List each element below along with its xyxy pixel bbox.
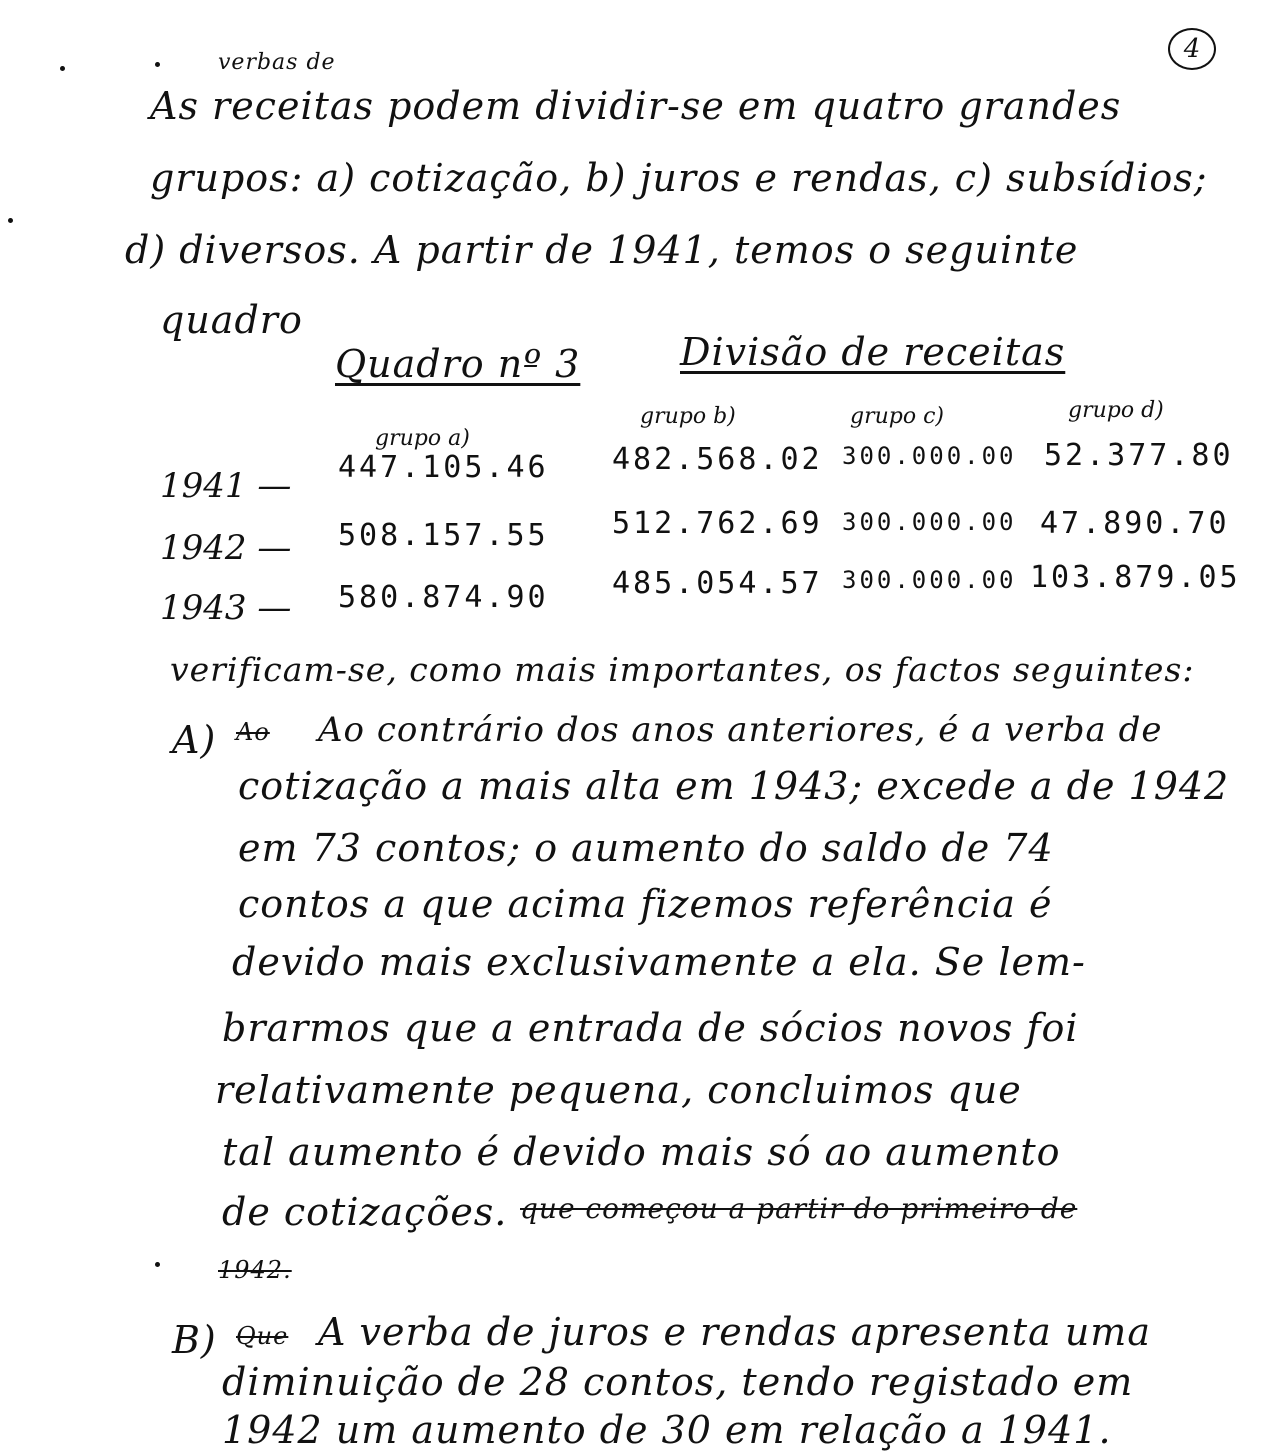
table-cell: 580.874.90: [338, 580, 549, 615]
item-a-line: Ao contrário dos anos anteriores, é a verba de: [318, 710, 1163, 750]
item-a-line: tal aumento é devido mais só ao aumento: [222, 1130, 1061, 1174]
item-b-struck-word: Que: [236, 1322, 289, 1350]
table-cell: 103.879.05: [1030, 560, 1241, 595]
item-b-marker: B): [172, 1318, 217, 1362]
table-title-number: Quadro nº 3: [335, 342, 581, 386]
table-cell: 508.157.55: [338, 518, 549, 553]
table-title-caption: Divisão de receitas: [680, 330, 1066, 374]
intro-line-1: As receitas podem dividir-se em quatro grandes: [150, 84, 1122, 128]
item-a-struck-last: 1942.: [218, 1256, 292, 1284]
insert-note: verbas de: [218, 50, 336, 75]
table-cell: 512.762.69: [612, 506, 823, 541]
table-cell: 300.000.00: [842, 442, 1017, 470]
ink-dot: [60, 66, 65, 71]
table-header-a: grupo a): [375, 426, 470, 451]
intro-line-2: grupos: a) cotização, b) juros e rendas, c) subsídios;: [150, 156, 1208, 200]
item-a-line: cotização a mais alta em 1943; excede a de 1942: [238, 764, 1230, 808]
item-b-line: A verba de juros e rendas apresenta uma: [318, 1310, 1151, 1354]
item-a-marker: A): [172, 718, 217, 762]
table-cell: 300.000.00: [842, 508, 1017, 536]
item-a-struck-word: Ao: [236, 718, 270, 746]
page-number: 4: [1168, 28, 1216, 70]
item-b-line: diminuição de 28 contos, tendo registado em: [222, 1360, 1134, 1404]
table-cell: 52.377.80: [1044, 438, 1234, 473]
item-a-line: em 73 contos; o aumento do saldo de 74: [238, 826, 1054, 870]
item-a-line: devido mais exclusivamente a ela. Se lem-: [232, 940, 1086, 984]
table-header-c: grupo c): [850, 404, 944, 429]
ink-dot: [155, 1262, 160, 1267]
table-header-b: grupo b): [640, 404, 736, 429]
table-cell: 47.890.70: [1040, 506, 1230, 541]
body-intro-line: verificam-se, como mais importantes, os factos seguintes:: [170, 650, 1195, 689]
intro-line-4: quadro: [160, 298, 303, 342]
table-row-year: 1941 —: [160, 466, 292, 506]
table-header-d: grupo d): [1068, 398, 1164, 423]
item-a-line: brarmos que a entrada de sócios novos foi: [222, 1006, 1079, 1050]
table-row-year: 1942 —: [160, 528, 292, 568]
item-a-line: contos a que acima fizemos referência é: [238, 882, 1053, 926]
item-b-line: 1942 um aumento de 30 em relação a 1941.: [222, 1408, 1112, 1452]
table-cell: 300.000.00: [842, 566, 1017, 594]
table-row-year: 1943 —: [160, 588, 292, 628]
table-cell: 485.054.57: [612, 566, 823, 601]
ink-dot: [8, 218, 13, 223]
table-cell: 482.568.02: [612, 442, 823, 477]
table-cell: 447.105.46: [338, 450, 549, 485]
intro-line-3: d) diversos. A partir de 1941, temos o seguinte: [125, 228, 1079, 272]
item-a-line: relativamente pequena, concluimos que: [215, 1068, 1022, 1112]
item-a-line: de cotizações.: [222, 1190, 508, 1234]
item-a-struck-tail: que começou a partir do primeiro de: [520, 1192, 1078, 1225]
ink-dot: [155, 62, 160, 67]
